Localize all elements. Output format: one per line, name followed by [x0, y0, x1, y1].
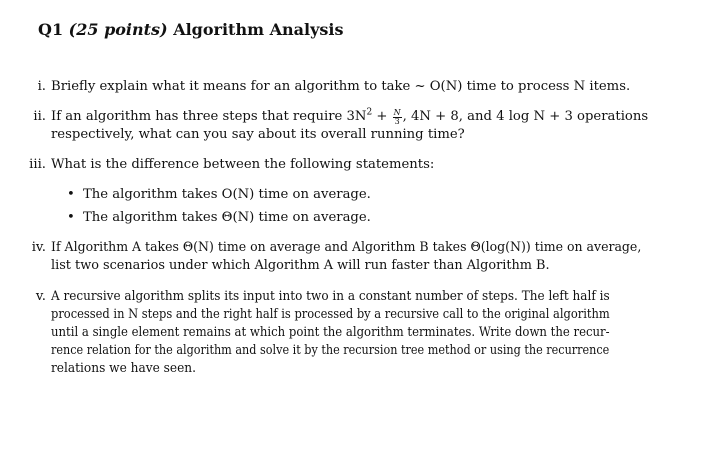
item-line — [51, 108, 657, 126]
item-number: v. — [35, 289, 46, 304]
fraction-numerator: N — [393, 108, 401, 117]
question-label: Q1 — [38, 20, 64, 39]
bullet-icon: • — [67, 210, 75, 225]
superscript: 2 — [366, 107, 373, 118]
item-line: rence relation for the algorithm and solve it by the recursion tree method or using the recurrence — [51, 343, 610, 358]
item-text: What is the difference between the following statements: — [51, 157, 435, 172]
fraction — [393, 109, 402, 126]
item-text — [51, 288, 610, 378]
item-text — [51, 239, 641, 275]
text-fragment: , 4N + 8, and 4 log N + 3 operations — [402, 109, 649, 124]
item-line: until a single element remains at which point the algorithm terminates. Write down the recur- — [51, 325, 610, 340]
question-points: (25 points) — [68, 20, 168, 39]
question-heading — [38, 20, 343, 39]
item-number: iii. — [29, 157, 46, 172]
item-line: processed in N steps and the right half is processed by a recursive call to the original algorithm — [51, 307, 610, 322]
bullet-icon: • — [67, 187, 75, 202]
item-line: relations we have seen. — [51, 361, 196, 376]
item-number: iv. — [31, 240, 46, 255]
item-text: Briefly explain what it means for an algorithm to take ~ O(N) time to process N items. — [51, 79, 631, 94]
item-number: ii. — [33, 109, 46, 124]
item-text — [51, 108, 657, 144]
item-line: A recursive algorithm splits its input into two in a constant number of steps. The left half is — [51, 289, 610, 304]
item-line: list two scenarios under which Algorithm A will run faster than Algorithm B. — [51, 258, 550, 273]
text-fragment: + — [372, 109, 392, 124]
text-fragment: If an algorithm has three steps that require 3N — [51, 109, 367, 124]
question-title: Algorithm Analysis — [173, 20, 344, 39]
item-number: i. — [37, 79, 46, 94]
bullet-text: The algorithm takes Θ(N) time on average. — [83, 210, 371, 225]
bullet-text: The algorithm takes O(N) time on average. — [83, 187, 371, 202]
fraction-denominator: 3 — [394, 117, 400, 126]
item-line: respectively, what can you say about its overall running time? — [51, 127, 465, 142]
item-line: If Algorithm A takes Θ(N) time on average and Algorithm B takes Θ(log(N)) time on average, — [51, 240, 642, 255]
